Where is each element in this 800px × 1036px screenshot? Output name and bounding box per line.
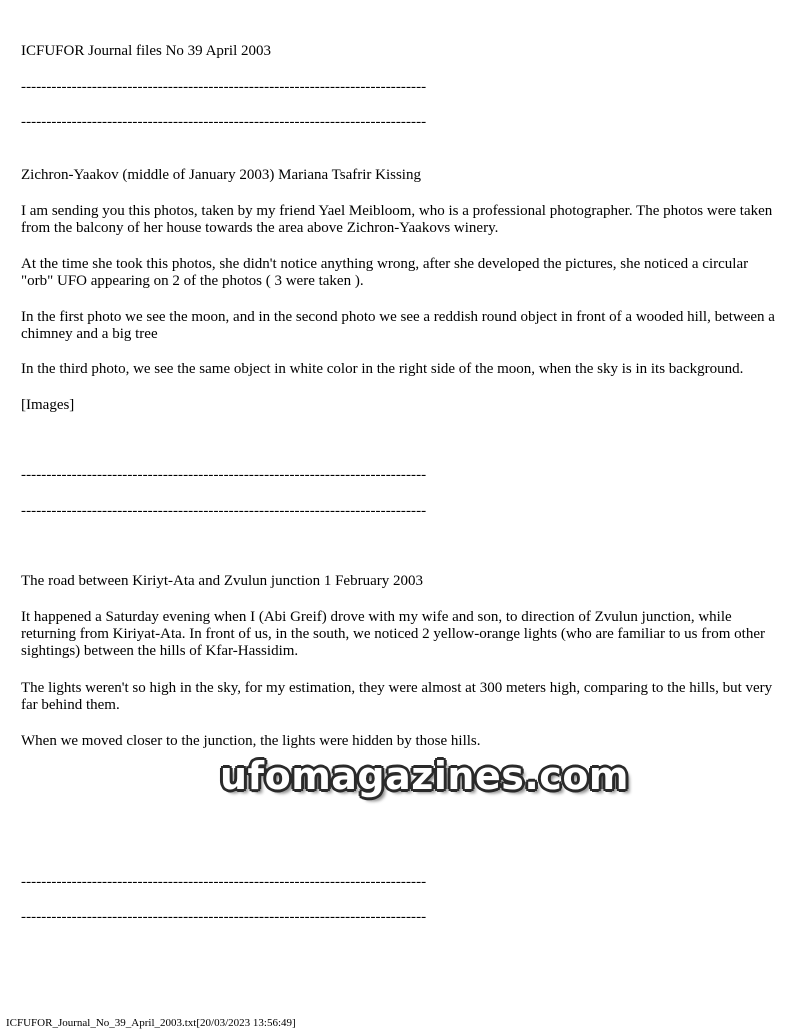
- watermark-logo: ufomagazines.com: [220, 754, 630, 798]
- article-heading: Zichron-Yaakov (middle of January 2003) Mariana Tsafrir Kissing: [21, 167, 421, 183]
- separator-line: --------------------------------------------------------------------------------: [21, 114, 427, 130]
- separator-line: --------------------------------------------------------------------------------: [21, 467, 427, 483]
- article-paragraph: I am sending you this photos, taken by my friend Yael Meibloom, who is a professional photographer. The photos were taken from the balcony of her house towards the area above Zichron-Yaakovs winery.: [21, 203, 773, 236]
- separator-line: --------------------------------------------------------------------------------: [21, 79, 427, 95]
- article-paragraph: The lights weren't so high in the sky, for my estimation, they were almost at 300 meters high, comparing to the hills, but very far behind them.: [21, 680, 773, 713]
- article-paragraph: When we moved closer to the junction, the lights were hidden by those hills.: [21, 733, 481, 749]
- file-footer: ICFUFOR_Journal_No_39_April_2003.txt[20/03/2023 13:56:49]: [6, 1017, 296, 1029]
- article-heading: The road between Kiriyt-Ata and Zvulun junction 1 February 2003: [21, 573, 423, 589]
- images-placeholder: [Images]: [21, 397, 75, 413]
- separator-line: --------------------------------------------------------------------------------: [21, 874, 427, 890]
- separator-line: --------------------------------------------------------------------------------: [21, 909, 427, 925]
- article-paragraph: In the first photo we see the moon, and in the second photo we see a reddish round object in front of a wooded hill, between a chimney and a big tree: [21, 309, 775, 342]
- separator-line: --------------------------------------------------------------------------------: [21, 503, 427, 519]
- article-paragraph: At the time she took this photos, she didn't notice anything wrong, after she developed the pictures, she noticed a circular "orb" UFO appearing on 2 of the photos ( 3 were taken ).: [21, 256, 749, 289]
- journal-title: ICFUFOR Journal files No 39 April 2003: [21, 43, 272, 59]
- article-paragraph: In the third photo, we see the same object in white color in the right side of the moon, when the sky is in its background.: [21, 361, 744, 377]
- article-paragraph: It happened a Saturday evening when I (Abi Greif) drove with my wife and son, to direction of Zvulun junction, while returning from Kiriyat-Ata. In front of us, in the south, we noticed 2 yellow-orange lights (who are familiar to us from other sightings) between the hills of Kfar-Hassidim.: [21, 609, 765, 659]
